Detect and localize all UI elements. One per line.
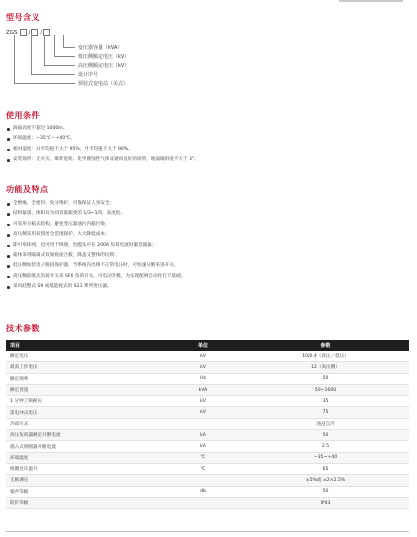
list-item: 全绝缘、全密封、免分维护，可靠保证人身安全；: [7, 199, 185, 209]
list-item: 即可用环网，也可用于终端，电缆头可在 200A 负荷电流时紧急插拔；: [7, 241, 185, 251]
connector: [54, 56, 75, 57]
table-row: [6, 396, 409, 407]
cell-value: 65: [242, 463, 409, 474]
connector: [14, 83, 75, 84]
table-row: [6, 452, 409, 463]
label-capacity: 变压器容量（kVA）: [78, 45, 123, 51]
list-item: 高压侧前缓式负荷开关采 SF6 负荷开关，可电动升级，为实现配网自动化打下基础；: [7, 272, 185, 282]
cell-item: 无励调压: [6, 475, 164, 486]
section-title-conditions: 使用条件: [6, 111, 40, 120]
cell-item: 1 分钟工频耐压: [6, 396, 164, 407]
label-lv-voltage: 低压侧额定电压（kV）: [78, 54, 130, 60]
cell-unit: [164, 497, 242, 508]
top-rule: [339, 0, 403, 2]
list-item: 安装场所：无火灾、爆炸危险、化学腐蚀性气体及通风良好的场所，地面倾斜度不大于 3°。: [7, 155, 199, 165]
cell-value: 50~1600: [242, 384, 409, 395]
cell-unit: Hz: [164, 373, 242, 384]
cell-value: 50: [242, 373, 409, 384]
cell-unit: db: [164, 486, 242, 497]
connector: [14, 35, 15, 84]
code-separator-2: /: [40, 29, 43, 36]
section-title-model: 型号含义: [6, 13, 40, 22]
list-item: 低压侧加装电子脱扣保护器，当系统内出现不正常电压时，可快速分断来进开关；: [7, 261, 185, 271]
list-item: 结构紧凑、体积仅为同容量箱变的 1/3~1/5，高度低；: [7, 209, 185, 219]
bottom-rule: [6, 531, 409, 532]
header-item: 项目: [6, 340, 164, 351]
table-row: [6, 475, 409, 486]
section-title-params: 技术参数: [6, 324, 40, 333]
cell-item: 最高工作电压: [6, 362, 164, 373]
cell-item: 插入式熔断器开断电流: [6, 441, 164, 452]
list-item: 高压侧采用双熔丝全范围保护，大大降低成本；: [7, 230, 185, 240]
cell-item: 额定频率: [6, 373, 164, 384]
list-item: 海拔高度不超过 1000m。: [7, 124, 199, 134]
list-item: 可采用分箱式结构，避免变压器油污内箱污染；: [7, 220, 185, 230]
table-row: [6, 407, 409, 418]
table-row: [6, 418, 409, 429]
table-row: [6, 497, 409, 508]
cell-value: 35: [242, 396, 409, 407]
cell-item: 高压负荷器额定开断电流: [6, 430, 164, 441]
header-unit: 单位: [164, 340, 242, 351]
cell-item: 额定电压: [6, 351, 164, 362]
table-row: [6, 384, 409, 395]
features-list: [7, 199, 185, 293]
list-item: 采用硅整式 S9 或低能耗式的 S11 系列变压器。: [7, 282, 185, 292]
header-value: 参数: [242, 340, 409, 351]
cell-value: ±5%或 ±2×2.5%: [242, 475, 409, 486]
cell-unit: kV: [164, 396, 242, 407]
connector: [44, 65, 75, 66]
conditions-list: [7, 124, 199, 166]
cell-value: 50: [242, 486, 409, 497]
table-row: [6, 441, 409, 452]
table-row: [6, 373, 409, 384]
cell-unit: kVA: [164, 384, 242, 395]
list-item: 环境温度：−35℃～+40℃。: [7, 134, 199, 144]
connector: [44, 35, 45, 66]
cell-item: 雷电冲击电压: [6, 407, 164, 418]
table-row: [6, 362, 409, 373]
code-box-2: [28, 29, 38, 36]
table-header-row: [6, 340, 409, 351]
cell-value: 10/0.4（高压／低压）: [242, 351, 409, 362]
cell-item: 噪声等级: [6, 486, 164, 497]
label-hv-voltage: 高压侧额定电压（kV）: [78, 63, 130, 69]
cell-unit: [164, 475, 242, 486]
cell-unit: ℃: [164, 452, 242, 463]
code-box-1: [20, 29, 27, 36]
cell-item: 线圈允许温升: [6, 463, 164, 474]
connector: [31, 35, 32, 75]
cell-unit: kA: [164, 441, 242, 452]
cell-value: −35~+40: [242, 452, 409, 463]
label-design-no: 设计序号: [78, 72, 99, 78]
cell-unit: kA: [164, 430, 242, 441]
cell-unit: kV: [164, 351, 242, 362]
cell-value: 2.5: [242, 441, 409, 452]
cell-unit: kV: [164, 362, 242, 373]
cell-item: 冷却方式: [6, 418, 164, 429]
cell-value: 50: [242, 430, 409, 441]
cell-value: IP43: [242, 497, 409, 508]
label-substation-type: 预装式变电站（美式）: [78, 81, 129, 87]
connector: [54, 35, 55, 57]
cell-unit: [164, 418, 242, 429]
section-title-features: 功能及特点: [6, 185, 49, 194]
cell-item: 环境温度: [6, 452, 164, 463]
table-row: [6, 351, 409, 362]
cell-unit: ℃: [164, 463, 242, 474]
cell-value: 油浸自冷: [242, 418, 409, 429]
connector: [31, 74, 75, 75]
connector: [63, 47, 75, 48]
spec-table: [6, 340, 409, 509]
code-separator-1: /: [28, 29, 31, 36]
cell-item: 防护等级: [6, 497, 164, 508]
list-item: 相对湿度：日平均值不大于 95%，月平均值不大于 90%。: [7, 145, 199, 155]
cell-value: 12（高压侧）: [242, 362, 409, 373]
table-row: [6, 430, 409, 441]
cell-item: 额定容量: [6, 384, 164, 395]
cell-unit: kV: [164, 407, 242, 418]
model-prefix: ZGS: [6, 29, 18, 36]
table-row: [6, 486, 409, 497]
table-row: [6, 463, 409, 474]
cell-value: 75: [242, 407, 409, 418]
list-item: 箱体采用隔离式双梁底座合板，降盖又整体的坑锁；: [7, 251, 185, 261]
